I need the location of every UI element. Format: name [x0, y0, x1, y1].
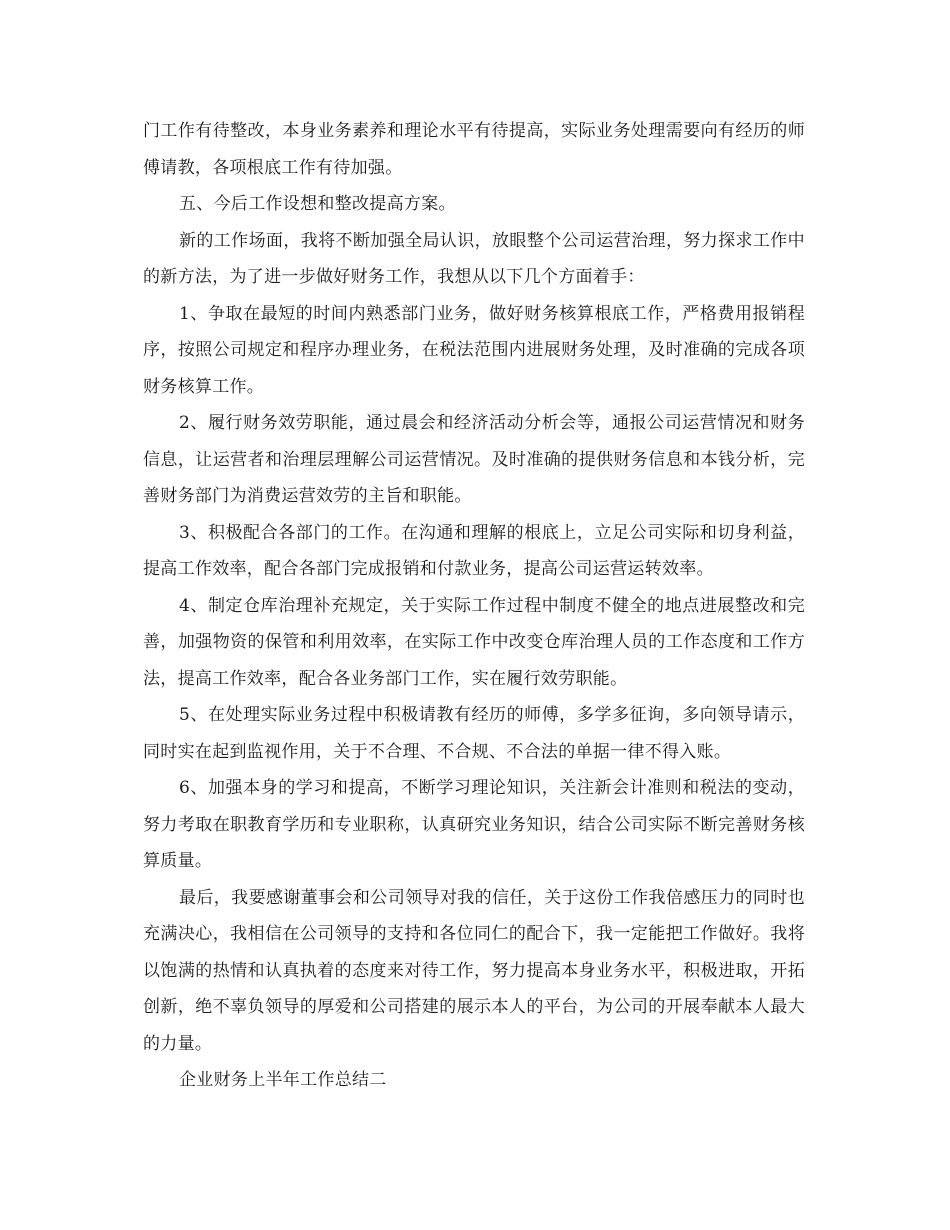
list-item-1: 1、争取在最短的时间内熟悉部门业务，做好财务核算根底工作，严格费用报销程序，按照公司规定和程序办理业务，在税法范围内进展财务处理，及时准确的完成各项财务核算工作。: [143, 303, 805, 397]
list-item-6: 6、加强本身的学习和提高，不断学习理论知识，关注新会计准则和税法的变动，努力考取在职教育学历和专业职称，认真研究业务知识，结合公司实际不断完善财务核算质量。: [143, 778, 805, 871]
list-item-3: 3、积极配合各部门的工作。在沟通和理解的根底上，立足公司实际和切身利益，提高工作效率，配合各部门完成报销和付款业务，提高公司运营运转效率。: [143, 522, 805, 579]
list-item-2: 2、履行财务效劳职能，通过晨会和经济活动分析会等，通报公司运营情况和财务信息，让运营者和治理层理解公司运营情况。及时准确的提供财务信息和本钱分析，完善财务部门为消费运营效劳的主旨和职能。: [143, 413, 805, 506]
paragraph-continuation: 门工作有待整改，本身业务素养和理论水平有待提高，实际业务处理需要向有经历的师傅请教，各项根底工作有待加强。: [143, 121, 805, 178]
document-body: [143, 113, 805, 1099]
list-item-5: 5、在处理实际业务过程中积极请教有经历的师傅，多学多征询，多向领导请示，同时实在起到监视作用，关于不合理、不合规、不合法的单据一律不得入账。: [143, 705, 805, 762]
section-title-two: 企业财务上半年工作总结二: [179, 1070, 387, 1090]
paragraph-conclusion: 最后，我要感谢董事会和公司领导对我的信任，关于这份工作我倍感压力的同时也充满决心，我相信在公司领导的支持和各位同仁的配合下，我一定能把工作做好。我将以饱满的热情和认真执着的态度来对待工作，努力提高本身业务水平，积极进取，开拓创新，绝不辜负领导的厚爱和公司搭建的展示本人的平台，为公司的开展奉献本人最大的力量。: [143, 887, 805, 1054]
section-heading-five: 五、今后工作设想和整改提高方案。: [179, 194, 456, 214]
list-item-4: 4、制定仓库治理补充规定，关于实际工作过程中制度不健全的地点进展整改和完善，加强物资的保管和利用效率，在实际工作中改变仓库治理人员的工作态度和工作方法，提高工作效率，配合各业务部门工作，实在履行效劳职能。: [143, 595, 805, 689]
paragraph-intro: 新的工作场面，我将不断加强全局认识，放眼整个公司运营治理，努力探求工作中的新方法，为了进一步做好财务工作，我想从以下几个方面着手：: [143, 230, 805, 287]
